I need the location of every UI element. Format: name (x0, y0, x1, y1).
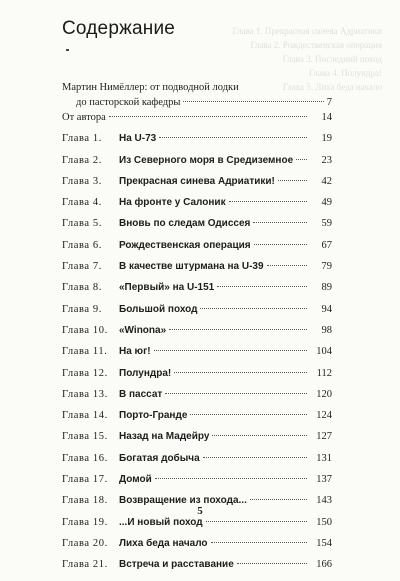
page-ref: 94 (321, 303, 332, 315)
chapter-title: В качестве штурмана на U-39 (119, 261, 264, 273)
page-ref: 131 (316, 452, 332, 464)
chapter-label: Глава 6. (62, 239, 102, 251)
page-title: Содержание (62, 18, 176, 39)
chapter-label: Глава 12. (62, 367, 108, 379)
chapter-label: Глава 7. (62, 261, 102, 273)
bleed-line: Глава 2. Рождественская операция (250, 40, 382, 50)
intro-entry[interactable] (62, 80, 332, 110)
dot-leader (155, 478, 307, 479)
chapter-title: В пассат (119, 388, 163, 400)
page-ref: 79 (321, 261, 332, 273)
chapter-title: «Winona» (119, 324, 167, 336)
page-ref: 112 (316, 367, 332, 379)
page-ref: 166 (316, 559, 332, 571)
bleed-line: Глава 3. Последний поход (282, 54, 382, 64)
page-ref: 127 (316, 431, 332, 443)
chapter-label: Глава 19. (62, 516, 108, 528)
chapter-title: На юг! (119, 346, 151, 358)
dot-leader (253, 222, 307, 223)
dot-leader (203, 457, 307, 458)
page-ref: 120 (316, 388, 332, 400)
chapter-label: Глава 8. (62, 282, 102, 294)
chapter-label: Глава 21. (62, 559, 108, 571)
page-ref: 89 (321, 282, 332, 294)
chapter-title: Лиха беда начало (119, 537, 208, 549)
toc-entry[interactable] (62, 559, 332, 580)
toc-entry[interactable] (62, 282, 332, 303)
page-ref: 137 (316, 474, 332, 486)
dot-leader (183, 101, 323, 102)
chapter-label: Глава 11. (62, 346, 108, 358)
page-ref: 104 (316, 346, 332, 358)
page-ref: 67 (321, 239, 332, 251)
page-ref: 19 (321, 133, 332, 145)
toc-entry[interactable] (62, 176, 332, 197)
dot-leader (200, 308, 307, 309)
chapter-title: Прекрасная синева Адриатики! (119, 175, 275, 187)
chapter-title: На U-73 (119, 133, 157, 145)
page-ref: 23 (321, 154, 332, 166)
toc-entry[interactable] (62, 325, 332, 346)
dot-leader (206, 521, 307, 522)
dot-leader (211, 542, 307, 543)
chapter-title: Большой поход (119, 303, 198, 315)
toc-entry[interactable] (62, 218, 332, 239)
chapter-label: Глава 2. (62, 154, 102, 166)
page-ref: 150 (316, 516, 332, 528)
chapter-label: Глава 14. (62, 410, 108, 422)
toc-entry[interactable] (62, 453, 332, 474)
bleed-line: Глава 5. Лиха беда начало (282, 82, 382, 92)
toc-entry[interactable] (62, 389, 332, 410)
chapter-title: На фронте у Салоник (119, 197, 226, 209)
dot-leader (250, 499, 307, 500)
dot-leader (278, 180, 307, 181)
page-ref: 59 (321, 218, 332, 230)
chapter-title: Домой (119, 474, 152, 486)
dot-leader (254, 244, 307, 245)
dot-leader (174, 372, 307, 373)
page-ref: 42 (321, 175, 332, 187)
dot-leader (190, 414, 307, 415)
page-ref: 14 (321, 112, 332, 123)
dot-leader (159, 137, 307, 138)
page-ref: 49 (321, 197, 332, 209)
toc-entry[interactable] (62, 261, 332, 282)
bleed-line: Глава 1. Прекрасная синева Адриатики (232, 26, 382, 36)
chapter-label: Глава 9. (62, 303, 102, 315)
intro-line-1: Мартин Нимёллер: от подводной лодки (62, 82, 239, 93)
dot-leader (169, 329, 307, 330)
dot-leader (109, 116, 307, 117)
ornament-mark (66, 49, 69, 51)
chapter-title: Возвращение из похода... (119, 495, 247, 507)
dot-leader (237, 563, 307, 564)
chapter-title: От автора (62, 112, 106, 123)
chapter-label: Глава 20. (62, 537, 108, 549)
dot-leader (267, 265, 307, 266)
dot-leader (154, 350, 307, 351)
toc-entry[interactable] (62, 240, 332, 261)
chapter-title: Вновь по следам Одиссея (119, 218, 251, 230)
chapter-title: ...И новый поход (119, 516, 203, 528)
toc-entry[interactable] (62, 133, 332, 154)
page-ref: 143 (316, 495, 332, 507)
toc-entry[interactable] (62, 368, 332, 389)
page-number: 5 (197, 505, 203, 517)
chapter-title: Из Северного моря в Средиземное (119, 154, 294, 166)
intro-page: 7 (326, 97, 332, 108)
dot-leader (229, 201, 307, 202)
dot-leader (165, 393, 307, 394)
toc-entry[interactable] (62, 517, 332, 538)
page-ref: 154 (316, 537, 332, 549)
chapter-label: Глава 5. (62, 218, 102, 230)
chapter-label: Глава 16. (62, 452, 108, 464)
toc-entry[interactable] (62, 155, 332, 176)
chapter-label: Глава 4. (62, 197, 102, 209)
toc-entry[interactable] (62, 112, 332, 133)
dot-leader (217, 286, 307, 287)
chapter-label: Глава 10. (62, 324, 108, 336)
chapter-label: Глава 17. (62, 474, 108, 486)
intro-line-2: до пасторской кафедры (76, 97, 181, 108)
chapter-title: «Первый» на U-151 (119, 282, 215, 294)
chapter-label: Глава 3. (62, 175, 102, 187)
chapter-title: Порто-Гранде (119, 410, 188, 422)
page-ref: 98 (321, 324, 332, 336)
toc-entry[interactable] (62, 431, 332, 452)
toc-entry[interactable] (62, 197, 332, 218)
dot-leader (296, 159, 307, 160)
chapter-title: Рождественская операция (119, 239, 251, 251)
chapter-label: Глава 15. (62, 431, 108, 443)
chapter-title: Богатая добыча (119, 452, 200, 464)
toc-entry[interactable] (62, 346, 332, 367)
toc-entry[interactable] (62, 538, 332, 559)
page-ref: 124 (316, 410, 332, 422)
chapter-label: Глава 1. (62, 133, 102, 145)
chapter-title: Назад на Мадейру (119, 431, 210, 443)
chapter-label: Глава 18. (62, 495, 108, 507)
chapter-title: Встреча и расставание (119, 559, 234, 571)
toc-entry[interactable] (62, 410, 332, 431)
bleed-line: Глава 4. Полундра! (308, 68, 382, 78)
chapter-title: Полундра! (119, 367, 172, 379)
chapter-label: Глава 13. (62, 388, 108, 400)
toc-entry[interactable] (62, 304, 332, 325)
toc-entry[interactable] (62, 474, 332, 495)
dot-leader (212, 435, 307, 436)
